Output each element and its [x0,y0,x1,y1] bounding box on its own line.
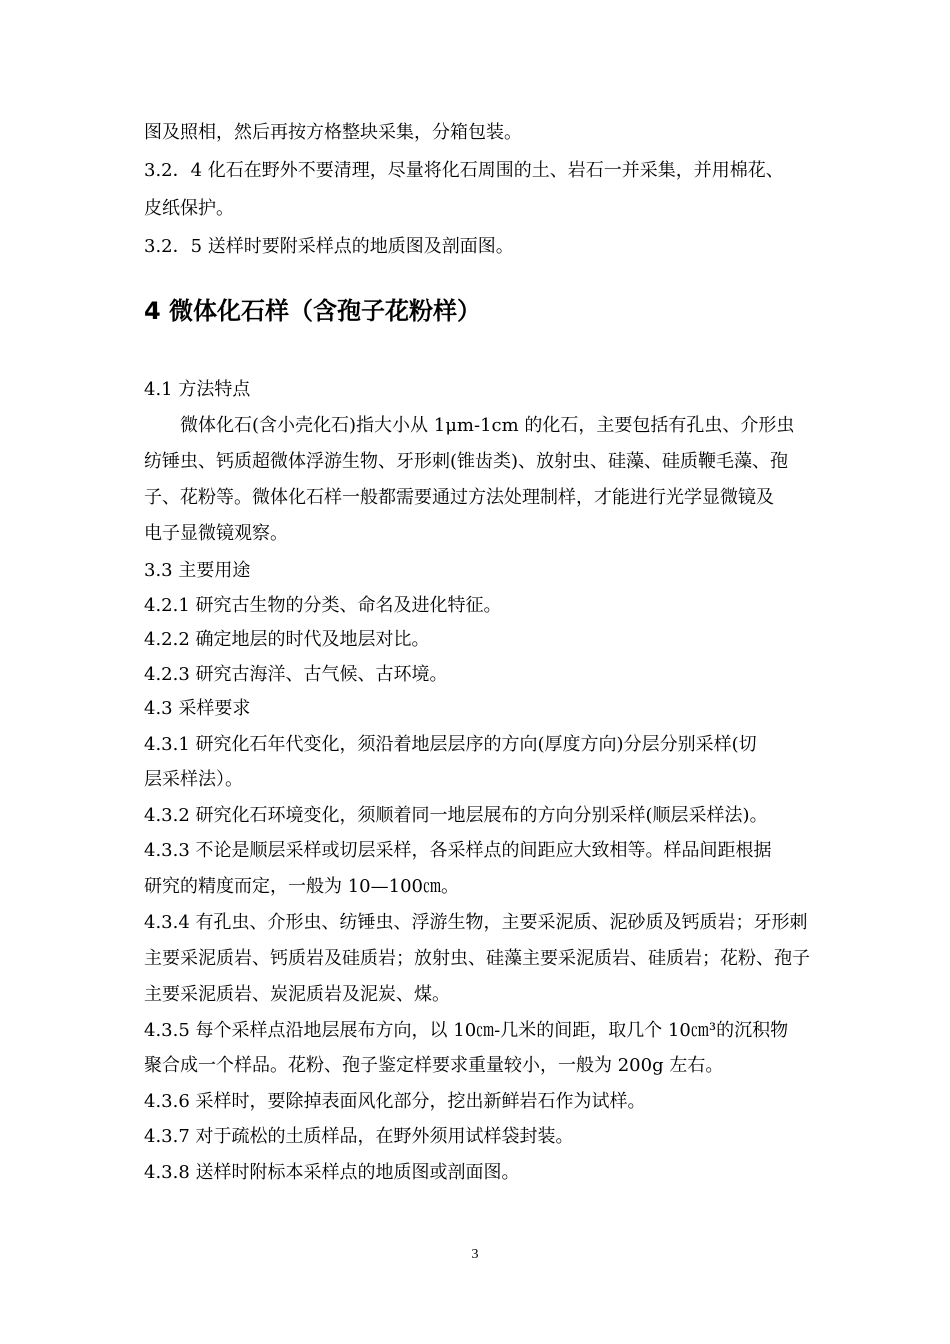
list-item: 4.3.6 采样时，要除掉表面风化部分，挖出新鲜岩石作为试样。 [144,1091,646,1112]
text-line: 皮纸保护。 [144,198,234,219]
list-item: 研究的精度而定，一般为 10—100㎝。 [144,876,459,897]
list-item: 4.3.1 研究化石年代变化，须沿着地层层序的方向(厚度方向)分层分别采样(切 [144,734,757,755]
list-item: 4.3.3 不论是顺层采样或切层采样，各采样点的间距应大致相等。样品间距根据 [144,840,772,861]
section-heading: 4 微体化石样（含孢子花粉样） [144,297,482,325]
list-item: 4.3.7 对于疏松的土质样品，在野外须用试样袋封装。 [144,1126,574,1147]
paragraph-line: 子、花粉等。微体化石样一般都需要通过方法处理制样，才能进行光学显微镜及 [144,487,774,508]
page-number: 3 [471,1247,479,1262]
list-item: 4.2.2 确定地层的时代及地层对比。 [144,629,430,650]
list-item: 4.3.5 每个采样点沿地层展布方向，以 10㎝-几米的间距，取几个 10㎝³的沉积物 [144,1020,789,1041]
text-line: 图及照相，然后再按方格整块采集，分箱包装。 [144,122,522,143]
paragraph-line: 纺锤虫、钙质超微体浮游生物、牙形刺(锥齿类)、放射虫、硅藻、硅质鞭毛藻、孢 [144,451,789,472]
list-item: 4.3.8 送样时附标本采样点的地质图或剖面图。 [144,1162,520,1183]
list-item: 4.3.2 研究化石环境变化，须顺着同一地层展布的方向分别采样(顺层采样法)。 [144,805,768,826]
list-item: 4.2.1 研究古生物的分类、命名及进化特征。 [144,595,502,616]
subsection-title: 4.3 采样要求 [144,698,251,719]
subsection-title: 4.1 方法特点 [144,379,251,400]
list-item: 聚合成一个样品。花粉、孢子鉴定样要求重量较小，一般为 200g 左右。 [144,1055,724,1076]
paragraph-line: 微体化石(含小壳化石)指大小从 1μm-1cm 的化石，主要包括有孔虫、介形虫 [180,415,795,436]
list-item: 主要采泥质岩、炭泥质岩及泥炭、煤。 [144,984,450,1005]
list-item: 4.2.3 研究古海洋、古气候、古环境。 [144,664,448,685]
list-item: 4.3.4 有孔虫、介形虫、纺锤虫、浮游生物，主要采泥质、泥砂质及钙质岩；牙形刺 [144,912,808,933]
text-line: 3.2．5 送样时要附采样点的地质图及剖面图。 [144,236,514,257]
subsection-title: 3.3 主要用途 [144,560,251,581]
text-line: 3.2．4 化石在野外不要清理，尽量将化石周围的土、岩石一并采集，并用棉花、 [144,160,784,181]
paragraph-line: 电子显微镜观察。 [144,523,288,544]
list-item: 主要采泥质岩、钙质岩及硅质岩；放射虫、硅藻主要采泥质岩、硅质岩；花粉、孢子 [144,948,810,969]
list-item: 层采样法）。 [144,769,243,790]
